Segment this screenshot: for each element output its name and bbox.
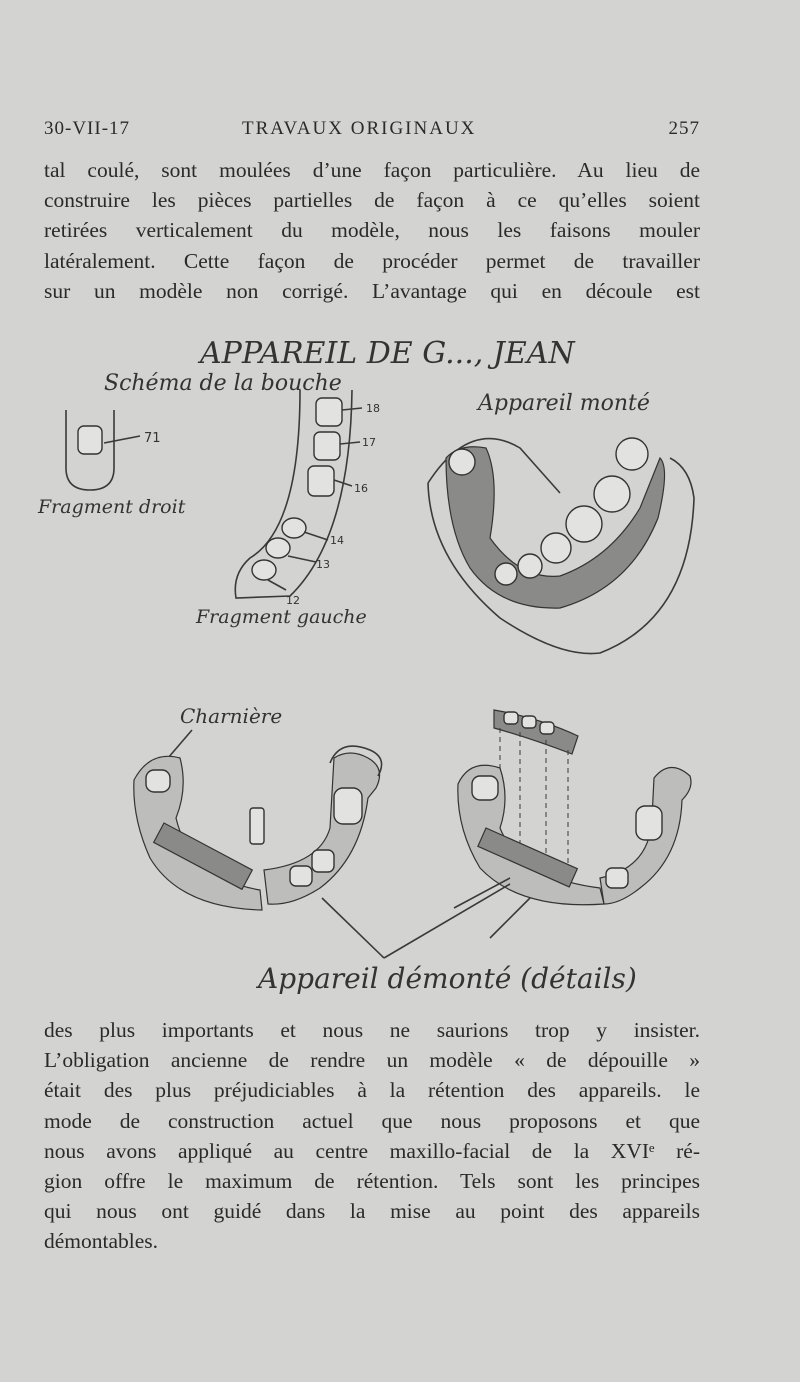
tooth-number: 14 [330, 534, 344, 547]
fragment-droit-label: Fragment droit [38, 496, 186, 518]
appareil-demonte-right-drawing [454, 710, 691, 938]
running-header [44, 118, 700, 144]
text-line: tal coulé, sont moulées d’une façon particulière. Au lieu de [44, 158, 700, 182]
text-line: retirées verticalement du modèle, nous les faisons mouler [44, 218, 700, 243]
tooth-number: 17 [362, 436, 376, 449]
tooth-number: 12 [286, 594, 300, 607]
tooth-number: 71 [144, 431, 161, 446]
appareil-monte-label: Appareil monté [478, 391, 650, 416]
text-line: des plus importants et nous ne saurions trop y insister. [44, 1018, 700, 1042]
page-number: 257 [668, 118, 700, 139]
text-line: était des plus préjudiciables à la rétention des appareils. le [44, 1078, 700, 1103]
text-line: mode de construction actuel que nous proposons et que [44, 1108, 700, 1133]
text-line: latéralement. Cette façon de procéder permet de travailler [44, 248, 700, 273]
fragment-droit-drawing [66, 410, 161, 490]
text-line: démontables. [44, 1229, 159, 1254]
tooth-number: 16 [354, 482, 368, 495]
text-line: sur un modèle non corrigé. L’avantage qui en découle est [44, 278, 700, 303]
text-line: qui nous ont guidé dans la mise au point des appareils [44, 1199, 700, 1224]
header-section-title: TRAVAUX ORIGINAUX [242, 118, 477, 139]
dental-appliance-figure [0, 318, 800, 1018]
tooth-number: 18 [366, 402, 380, 415]
appareil-demonte-label: Appareil démonté (détails) [258, 962, 637, 995]
appareil-demonte-left-drawing [134, 746, 382, 910]
paragraph-bottom [44, 1015, 700, 1257]
header-date: 30-VII-17 [44, 118, 131, 139]
schema-label: Schéma de la bouche [104, 371, 342, 396]
appareil-monte-drawing [428, 438, 694, 654]
text-line: gion offre le maximum de rétention. Tels sont les principes [44, 1169, 700, 1194]
tooth-number: 13 [316, 558, 330, 571]
text-line: construire les pièces partielles de façon à ce qu’elles soient [44, 188, 700, 213]
paragraph-top [44, 155, 700, 306]
fragment-gauche-label: Fragment gauche [196, 606, 367, 628]
charniere-label: Charnière [180, 704, 283, 728]
text-line: nous avons appliqué au centre maxillo-facial de la XVIᵉ ré- [44, 1138, 700, 1163]
figure-title: APPAREIL DE G..., JEAN [200, 336, 575, 371]
fragment-gauche-drawing [235, 390, 380, 607]
text-line: L’obligation ancienne de rendre un modèle « de dépouille » [44, 1048, 700, 1073]
